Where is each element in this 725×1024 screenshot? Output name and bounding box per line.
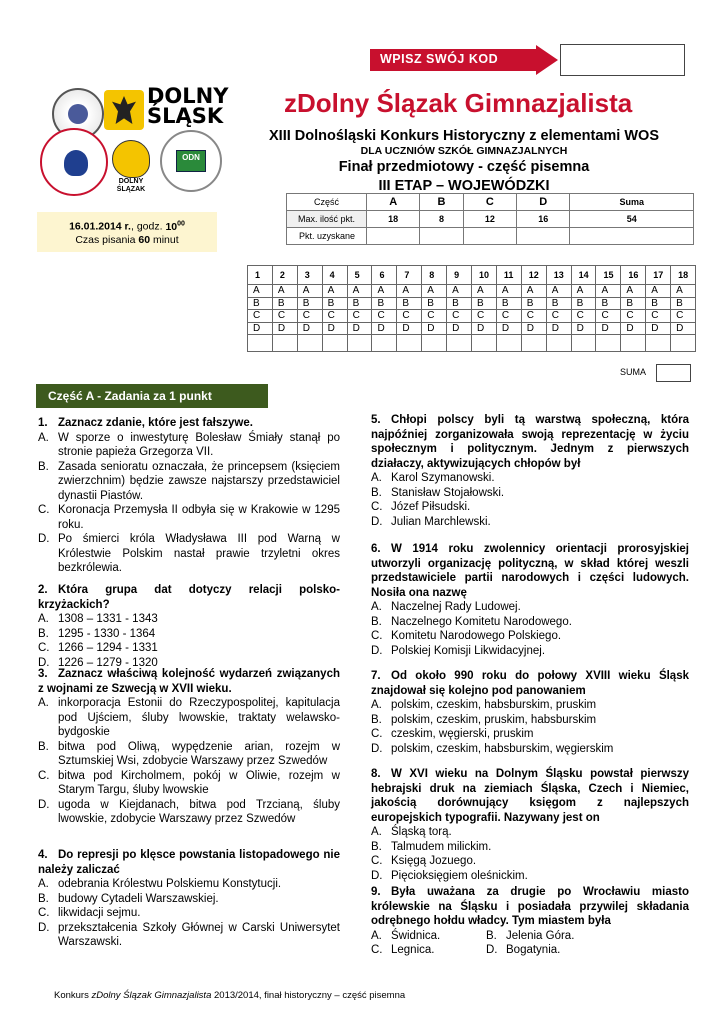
- grid-answer-option[interactable]: B: [422, 297, 447, 310]
- option-text: Naczelnego Komitetu Narodowego.: [391, 615, 572, 628]
- grid-answer-option[interactable]: C: [546, 310, 571, 323]
- grid-answer-option[interactable]: C: [322, 310, 347, 323]
- option-letter: D.: [38, 656, 50, 669]
- option-letter: C.: [371, 944, 383, 956]
- duration-suffix: minut: [150, 233, 179, 246]
- option-text: Józef Piłsudski.: [391, 501, 471, 513]
- grid-answer-option[interactable]: C: [372, 310, 397, 323]
- option-text: polskim, czeskim, habsburskim, pruskim: [391, 699, 597, 711]
- question-3: [38, 667, 340, 827]
- option-letter: A.: [371, 929, 382, 942]
- grid-answer-option[interactable]: B: [248, 297, 273, 310]
- option-letter: D.: [38, 921, 50, 934]
- grid-answer-option[interactable]: A: [546, 285, 571, 298]
- part-a-header: A: [367, 194, 420, 211]
- question-number: 8.: [371, 768, 381, 780]
- grid-answer-option[interactable]: C: [646, 310, 671, 323]
- option-letter: C.: [38, 642, 50, 654]
- option-text: Julian Marchlewski.: [391, 515, 491, 528]
- question-stem: Chłopi polscy byli tą warstwą społeczną, która najpóźniej zorganizowała swoją reprezentację w życiu społecznym i politycznym. Jednym z pierwszych działaczy, aktywizujących chłopów był: [371, 414, 689, 470]
- question-8: [371, 767, 689, 883]
- grid-answer-option[interactable]: D: [596, 322, 621, 335]
- footer-suffix: 2013/2014, finał historyczny – część pisemna: [211, 990, 406, 1001]
- grid-answer-option[interactable]: B: [472, 297, 497, 310]
- question-5: [371, 413, 689, 529]
- grid-answer-option[interactable]: D: [372, 322, 397, 335]
- option-text: Talmudem milickim.: [391, 840, 492, 853]
- silesian-eagle-logo: [104, 90, 144, 130]
- question-number: 5.: [371, 414, 381, 426]
- question-number: 6.: [371, 543, 381, 555]
- option-text: Koronacja Przemysła II odbyła się w Krakowie w 1295 roku.: [58, 504, 340, 531]
- grid-answer-option[interactable]: A: [322, 285, 347, 298]
- grid-answer-option[interactable]: A: [347, 285, 372, 298]
- exam-minutes: 00: [177, 220, 185, 227]
- answer-option[interactable]: [371, 727, 689, 742]
- answer-option[interactable]: [38, 921, 340, 950]
- option-text: Jelenia Góra.: [506, 929, 575, 942]
- max-points-b: 8: [420, 211, 463, 228]
- grid-answer-option[interactable]: B: [571, 297, 596, 310]
- answer-option[interactable]: [371, 515, 689, 530]
- answer-option[interactable]: [38, 769, 340, 798]
- grid-question-number: 1: [248, 266, 273, 285]
- answer-option[interactable]: [38, 641, 340, 656]
- grid-answer-option[interactable]: B: [671, 297, 696, 310]
- answer-option[interactable]: [371, 943, 486, 958]
- score-row-label: Pkt. uzyskane: [287, 228, 367, 245]
- option-letter: C.: [371, 728, 383, 740]
- question-text: [38, 416, 340, 431]
- duration-value: 60: [138, 233, 151, 246]
- max-points-c: 12: [463, 211, 516, 228]
- dolny-slask-logo: DOLNY ŚLĄSK: [147, 84, 229, 128]
- grid-answer-option[interactable]: D: [422, 322, 447, 335]
- option-text: 1226 – 1279 - 1320: [58, 656, 158, 669]
- contest-name: XIII Dolnośląski Konkurs Historyczny z elementami WOS: [269, 128, 659, 144]
- answer-option[interactable]: [371, 600, 689, 615]
- grid-answer-cell[interactable]: [347, 335, 372, 352]
- duration-prefix: Czas pisania: [75, 233, 139, 246]
- answer-option[interactable]: [371, 713, 689, 728]
- option-letter: B.: [371, 840, 382, 853]
- question-text: [38, 848, 340, 877]
- question-stem: Zaznacz właściwą kolejność wydarzeń związanych z wojnami ze Szwecją w XVII wieku.: [38, 668, 340, 695]
- option-letter: A.: [38, 697, 49, 709]
- grid-answer-option[interactable]: A: [397, 285, 422, 298]
- answer-option[interactable]: [38, 612, 340, 627]
- option-letter: B.: [371, 713, 382, 726]
- answer-option[interactable]: [38, 627, 340, 642]
- grid-answer-option[interactable]: D: [546, 322, 571, 335]
- grid-answer-option[interactable]: C: [571, 310, 596, 323]
- section-a-header: Część A - Zadania za 1 punkt: [36, 384, 268, 408]
- grid-answer-cell[interactable]: [646, 335, 671, 352]
- option-letter: C.: [38, 907, 50, 919]
- grid-answer-option[interactable]: D: [571, 322, 596, 335]
- grid-question-number: 7: [397, 266, 422, 285]
- time-prefix: , godz.: [130, 220, 166, 233]
- option-text: polskim, czeskim, habsburskim, węgierskim: [391, 742, 614, 755]
- date-box: [37, 212, 217, 252]
- max-points-total: 54: [570, 211, 694, 228]
- answer-option[interactable]: [38, 696, 340, 740]
- grid-question-number: 2: [272, 266, 297, 285]
- grid-answer-cell[interactable]: [422, 335, 447, 352]
- question-stem: Była uważana za drugie po Wrocławiu miasto królewskie na Śląsku i posiadała przywilej składania odrębnego hołdu władcy. Tym miastem była: [371, 886, 689, 927]
- grid-answer-option[interactable]: D: [496, 322, 521, 335]
- grid-question-number: 12: [521, 266, 546, 285]
- option-letter: D.: [38, 533, 50, 545]
- grid-answer-option[interactable]: C: [422, 310, 447, 323]
- answer-option[interactable]: [38, 431, 340, 460]
- option-letter: C.: [38, 769, 50, 782]
- question-9: [371, 885, 689, 958]
- question-stem: Od około 990 roku do połowy XVIII wieku Śląsk znajdował się kolejno pod panowaniem: [371, 670, 689, 697]
- suma-label: SUMA: [620, 367, 647, 377]
- option-letter: B.: [38, 627, 49, 640]
- grid-answer-cell[interactable]: [521, 335, 546, 352]
- option-text: Naczelnej Rady Ludowej.: [391, 601, 521, 613]
- grid-answer-cell[interactable]: [546, 335, 571, 352]
- grid-answer-option[interactable]: A: [621, 285, 646, 298]
- audience: DLA UCZNIÓW SZKÓŁ GIMNAZJALNYCH: [360, 145, 568, 157]
- grid-answer-option[interactable]: D: [472, 322, 497, 335]
- question-number: 9.: [371, 886, 381, 898]
- question-text: [371, 885, 689, 929]
- grid-answer-cell[interactable]: [496, 335, 521, 352]
- option-text: Śląską torą.: [391, 826, 452, 838]
- grid-answer-option[interactable]: B: [646, 297, 671, 310]
- option-text: czeskim, węgierski, pruskim: [391, 728, 534, 740]
- option-text: Stanisław Stojałowski.: [391, 486, 505, 499]
- grid-question-number: 6: [372, 266, 397, 285]
- exam-hour: 10: [165, 220, 178, 233]
- option-letter: B.: [371, 615, 382, 628]
- code-banner-label: WPISZ SWÓJ KOD: [380, 52, 499, 66]
- option-letter: B.: [371, 486, 382, 499]
- option-text: inkorporacja Estonii do Rzeczypospolitej, kapitulacja pod Ujściem, śluby lwowskie, traktaty welawsko-bydgoskie: [58, 697, 340, 738]
- dolny-slazak-logo: DOLNY ŚLĄZAK: [107, 140, 155, 192]
- option-letter: A.: [371, 601, 382, 613]
- option-letter: A.: [38, 878, 49, 890]
- grid-question-number: 3: [297, 266, 322, 285]
- grid-question-number: 17: [646, 266, 671, 285]
- option-text: budowy Cytadeli Warszawskiej.: [58, 892, 219, 905]
- answer-option[interactable]: [38, 503, 340, 532]
- grid-question-number: 16: [621, 266, 646, 285]
- grid-answer-option[interactable]: B: [546, 297, 571, 310]
- grid-question-number: 15: [596, 266, 621, 285]
- grid-answer-option[interactable]: D: [447, 322, 472, 335]
- option-letter: C.: [371, 501, 383, 513]
- question-number: 1.: [38, 417, 48, 429]
- option-text: Pięcioksięgiem oleśnickim.: [391, 869, 528, 882]
- grid-answer-option[interactable]: D: [646, 322, 671, 335]
- odn-logo: ODN: [160, 130, 222, 192]
- grid-answer-option[interactable]: A: [372, 285, 397, 298]
- option-text: Po śmierci króla Władysława III pod Warną w Królestwie Polskim nastał prawie trzyletni okres bezkrólewia.: [58, 533, 340, 574]
- question-number: 4.: [38, 849, 48, 861]
- grid-answer-option[interactable]: A: [272, 285, 297, 298]
- grid-answer-option[interactable]: B: [347, 297, 372, 310]
- question-number: 2.: [38, 584, 48, 596]
- grid-answer-option[interactable]: C: [671, 310, 696, 323]
- grid-answer-cell[interactable]: [671, 335, 696, 352]
- option-text: Komitetu Narodowego Polskiego.: [391, 630, 562, 642]
- max-points-a: 18: [367, 211, 420, 228]
- option-text: bitwa pod Kircholmem, pokój w Oliwie, rozejm w Starym Targu, śluby lwowskie: [58, 769, 340, 796]
- answer-option[interactable]: [371, 929, 486, 944]
- part-b-header: B: [420, 194, 463, 211]
- grid-answer-option[interactable]: C: [521, 310, 546, 323]
- grid-question-number: 9: [447, 266, 472, 285]
- option-text: likwidacji sejmu.: [58, 907, 141, 919]
- grid-answer-option[interactable]: A: [472, 285, 497, 298]
- answer-option[interactable]: [38, 798, 340, 827]
- grid-answer-option[interactable]: C: [397, 310, 422, 323]
- question-stem: Która grupa dat dotyczy relacji polsko-krzyżackich?: [38, 584, 340, 611]
- max-points-d: 16: [517, 211, 570, 228]
- option-text: polskim, czeskim, pruskim, habsburskim: [391, 713, 597, 726]
- suma-box[interactable]: [656, 364, 691, 382]
- grid-answer-cell[interactable]: [248, 335, 273, 352]
- question-stem: Do represji po klęsce powstania listopadowego nie należy zaliczać: [38, 849, 340, 876]
- answer-option[interactable]: [38, 906, 340, 921]
- grid-question-number: 5: [347, 266, 372, 285]
- part-d-header: D: [517, 194, 570, 211]
- question-text: [371, 542, 689, 600]
- grid-question-number: 4: [322, 266, 347, 285]
- question-stem: W XVI wieku na Dolnym Śląsku powstał pierwszy hebrajski druk na ziemiach Śląska, Czech i Niemiec, jakością dorównujący księgom z najlepszych europejskich typografii. Nazywany jest on: [371, 768, 689, 824]
- answer-option[interactable]: [371, 825, 689, 840]
- option-letter: A.: [371, 472, 382, 484]
- option-letter: D.: [371, 742, 383, 755]
- code-banner: [370, 45, 560, 75]
- grid-answer-option[interactable]: D: [621, 322, 646, 335]
- option-letter: C.: [371, 630, 383, 642]
- option-letter: D.: [486, 944, 498, 956]
- grid-answer-cell[interactable]: [272, 335, 297, 352]
- score-table: [286, 193, 694, 245]
- answer-option[interactable]: [371, 742, 689, 757]
- answer-option[interactable]: [486, 929, 636, 944]
- option-text: 1295 - 1330 - 1364: [58, 627, 156, 640]
- grid-answer-option[interactable]: D: [322, 322, 347, 335]
- option-text: Zasada senioratu oznaczała, że princepsem (księciem zwierzchnim) będzie zawsze najstarszy przedstawiciel dynastii Piastów.: [58, 460, 340, 502]
- grid-answer-option[interactable]: A: [596, 285, 621, 298]
- grid-answer-option[interactable]: B: [372, 297, 397, 310]
- grid-answer-cell[interactable]: [397, 335, 422, 352]
- question-text: [38, 583, 340, 612]
- grid-answer-option[interactable]: C: [347, 310, 372, 323]
- grid-answer-option[interactable]: B: [397, 297, 422, 310]
- answer-option[interactable]: [38, 740, 340, 769]
- part-c-header: C: [463, 194, 516, 211]
- answer-option[interactable]: [371, 615, 689, 630]
- obtained-b[interactable]: [420, 228, 463, 245]
- exam-date: 16.01.2014 r.: [69, 220, 131, 233]
- page-title: zDolny Ślązak Gimnazjalista: [284, 88, 633, 118]
- answer-option[interactable]: [371, 840, 689, 855]
- answer-option[interactable]: [371, 471, 689, 486]
- grid-answer-option[interactable]: C: [596, 310, 621, 323]
- grid-answer-cell[interactable]: [596, 335, 621, 352]
- grid-answer-option[interactable]: A: [297, 285, 322, 298]
- option-text: 1266 – 1294 - 1331: [58, 642, 158, 654]
- grid-answer-option[interactable]: A: [646, 285, 671, 298]
- answer-option[interactable]: [371, 629, 689, 644]
- question-1: [38, 416, 340, 576]
- question-2: [38, 583, 340, 670]
- grid-answer-cell[interactable]: [571, 335, 596, 352]
- answer-option[interactable]: [371, 486, 689, 501]
- grid-answer-option[interactable]: B: [322, 297, 347, 310]
- option-letter: A.: [38, 431, 49, 444]
- grid-answer-option[interactable]: D: [272, 322, 297, 335]
- grid-answer-option[interactable]: D: [397, 322, 422, 335]
- grid-answer-option[interactable]: D: [297, 322, 322, 335]
- grid-answer-option[interactable]: C: [472, 310, 497, 323]
- option-letter: B.: [38, 740, 49, 753]
- grid-answer-option[interactable]: A: [422, 285, 447, 298]
- grid-answer-option[interactable]: C: [297, 310, 322, 323]
- grid-answer-option[interactable]: D: [248, 322, 273, 335]
- answer-option[interactable]: [371, 869, 689, 884]
- question-stem: W 1914 roku zwolennicy orientacji prorosyjskiej utworzyli organizację polityczną, w skład której weszli przedstawiciele partii narodowych i części ludowych. Nosiła ona nazwę: [371, 543, 689, 599]
- exam-level: III ETAP – WOJEWÓDZKI: [378, 178, 550, 194]
- score-row-label: Część: [287, 194, 367, 211]
- answer-option[interactable]: [486, 943, 636, 958]
- grid-answer-cell[interactable]: [322, 335, 347, 352]
- grid-answer-option[interactable]: B: [596, 297, 621, 310]
- code-input-box[interactable]: [560, 44, 685, 76]
- option-letter: D.: [371, 644, 383, 657]
- option-letter: A.: [371, 699, 382, 711]
- grid-answer-cell[interactable]: [297, 335, 322, 352]
- option-text: odebrania Królestwu Polskiemu Konstytucji.: [58, 878, 282, 890]
- question-text: [38, 667, 340, 696]
- grid-answer-cell[interactable]: [472, 335, 497, 352]
- footer-contest: zDolny Ślązak Gimnazjalista: [91, 990, 212, 1001]
- footer-prefix: Konkurs: [54, 990, 92, 1001]
- grid-answer-option[interactable]: A: [521, 285, 546, 298]
- option-letter: A.: [38, 613, 49, 625]
- question-7: [371, 669, 689, 756]
- option-text: przekształcenia Szkoły Głównej w Carski Uniwersytet Warszawski.: [58, 921, 340, 948]
- grid-answer-cell[interactable]: [372, 335, 397, 352]
- option-letter: B.: [38, 892, 49, 905]
- score-row-label: Max. ilość pkt.: [287, 211, 367, 228]
- grid-question-number: 14: [571, 266, 596, 285]
- suma-header: Suma: [570, 194, 694, 211]
- option-text: ugoda w Kiejdanach, bitwa pod Trzcianą, śluby lwowskie, zdobycie Warszawy przez Szwedów: [58, 798, 340, 825]
- grid-answer-cell[interactable]: [621, 335, 646, 352]
- footer: [54, 990, 405, 1001]
- grid-answer-option[interactable]: B: [297, 297, 322, 310]
- answer-option[interactable]: [371, 500, 689, 515]
- option-text: Legnica.: [391, 944, 435, 956]
- grid-answer-option[interactable]: A: [496, 285, 521, 298]
- grid-question-number: 13: [546, 266, 571, 285]
- grid-answer-option[interactable]: B: [447, 297, 472, 310]
- question-stem: Zaznacz zdanie, które jest fałszywe.: [58, 417, 253, 429]
- question-text: [371, 413, 689, 471]
- grid-answer-option[interactable]: A: [248, 285, 273, 298]
- grid-answer-option[interactable]: B: [272, 297, 297, 310]
- obtained-total[interactable]: [570, 228, 694, 245]
- option-letter: D.: [371, 515, 383, 528]
- grid-answer-option[interactable]: B: [496, 297, 521, 310]
- grid-answer-option[interactable]: C: [496, 310, 521, 323]
- obtained-d[interactable]: [517, 228, 570, 245]
- option-letter: B.: [486, 929, 497, 942]
- grid-question-number: 10: [472, 266, 497, 285]
- exam-stage: Finał przedmiotowy - część pisemna: [338, 159, 590, 175]
- obtained-a[interactable]: [367, 228, 420, 245]
- grid-answer-cell[interactable]: [447, 335, 472, 352]
- option-letter: A.: [371, 826, 382, 838]
- option-letter: D.: [38, 798, 50, 811]
- option-letter: B.: [38, 460, 49, 473]
- question-text: [371, 669, 689, 698]
- grid-answer-option[interactable]: C: [272, 310, 297, 323]
- option-text: 1308 – 1331 - 1343: [58, 613, 158, 625]
- option-text: W sporze o inwestyturę Bolesław Śmiały stanął po stronie papieża Grzegorza VII.: [58, 431, 340, 458]
- grid-answer-option[interactable]: D: [671, 322, 696, 335]
- grid-answer-option[interactable]: A: [671, 285, 696, 298]
- answer-option[interactable]: [371, 698, 689, 713]
- answer-option[interactable]: [371, 644, 689, 659]
- grid-question-number: 8: [422, 266, 447, 285]
- option-text: Karol Szymanowski.: [391, 472, 495, 484]
- answer-option[interactable]: [38, 460, 340, 504]
- option-letter: D.: [371, 869, 383, 882]
- answer-grid: [247, 265, 696, 352]
- question-number: 3.: [38, 668, 48, 680]
- option-text: bitwa pod Oliwą, wypędzenie arian, rozejm w Sztumskiej Wsi, zdobycie Warszawy przez Szwedów: [58, 740, 340, 767]
- option-letter: C.: [38, 504, 50, 516]
- answer-option[interactable]: [371, 854, 689, 869]
- grid-answer-option[interactable]: D: [521, 322, 546, 335]
- answer-option[interactable]: [38, 877, 340, 892]
- answer-option[interactable]: [38, 892, 340, 907]
- option-text: Księgą Jozuego.: [391, 855, 477, 867]
- grid-answer-option[interactable]: A: [447, 285, 472, 298]
- grid-question-number: 18: [671, 266, 696, 285]
- grid-answer-option[interactable]: C: [447, 310, 472, 323]
- obtained-c[interactable]: [463, 228, 516, 245]
- grid-answer-option[interactable]: B: [521, 297, 546, 310]
- grid-answer-option[interactable]: C: [621, 310, 646, 323]
- grid-answer-option[interactable]: C: [248, 310, 273, 323]
- question-4: [38, 848, 340, 950]
- question-6: [371, 542, 689, 658]
- system-logo: [40, 128, 108, 196]
- question-text: [371, 767, 689, 825]
- grid-answer-option[interactable]: D: [347, 322, 372, 335]
- option-text: Polskiej Komisji Likwidacyjnej.: [391, 644, 546, 657]
- option-text: Bogatynia.: [506, 944, 561, 956]
- answer-option[interactable]: [38, 532, 340, 576]
- option-text: Świdnica.: [391, 929, 441, 942]
- grid-question-number: 11: [496, 266, 521, 285]
- grid-answer-option[interactable]: B: [621, 297, 646, 310]
- option-letter: C.: [371, 855, 383, 867]
- question-number: 7.: [371, 670, 381, 682]
- grid-answer-option[interactable]: A: [571, 285, 596, 298]
